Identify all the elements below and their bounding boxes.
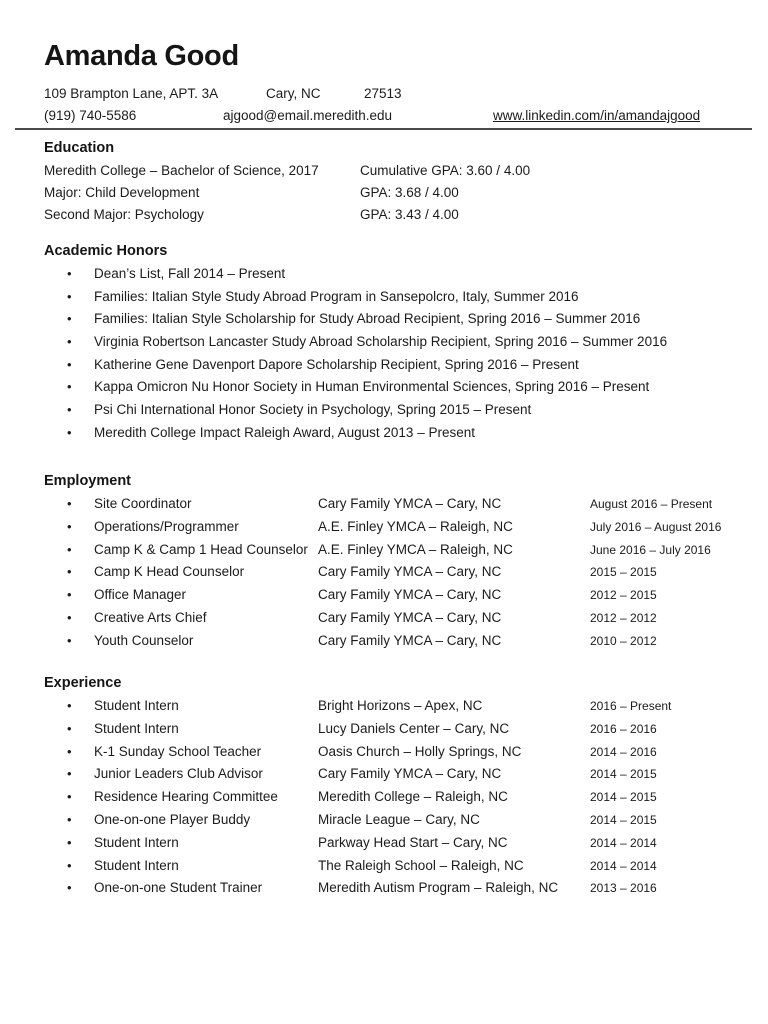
honor-text: Kappa Omicron Nu Honor Society in Human Environmental Sciences, Spring 2016 – Present (94, 379, 650, 395)
job-title: Residence Hearing Committee (94, 789, 278, 805)
job-org: Oasis Church – Holly Springs, NC (318, 743, 522, 759)
education-section (44, 138, 752, 226)
job-org: A.E. Finley YMCA – Raleigh, NC (318, 518, 513, 534)
table-row (44, 561, 752, 584)
table-row (44, 607, 752, 630)
job-title: Camp K & Camp 1 Head Counselor (94, 541, 308, 557)
job-title: Operations/Programmer (94, 518, 239, 534)
table-row (44, 630, 752, 653)
city-state: Cary, NC (266, 86, 321, 101)
job-title: Student Intern (94, 857, 179, 873)
bullet-icon: • (67, 334, 72, 350)
education-heading: Education (44, 140, 115, 156)
job-dates: 2013 – 2016 (590, 881, 657, 896)
honor-text: Families: Italian Style Study Abroad Program in Sansepolcro, Italy, Summer 2016 (94, 288, 579, 304)
job-org: Cary Family YMCA – Cary, NC (318, 766, 502, 782)
job-org: A.E. Finley YMCA – Raleigh, NC (318, 541, 513, 557)
honors-list (44, 263, 752, 445)
job-title: One-on-one Student Trainer (94, 880, 263, 896)
job-dates: 2014 – 2015 (590, 812, 657, 827)
job-org: Meredith College – Raleigh, NC (318, 789, 508, 805)
job-title: Junior Leaders Club Advisor (94, 766, 263, 782)
honor-text: Families: Italian Style Scholarship for Study Abroad Recipient, Spring 2016 – Summer 2016 (94, 311, 641, 327)
job-dates: July 2016 – August 2016 (590, 519, 722, 534)
job-dates: 2015 – 2015 (590, 565, 657, 580)
job-org: Lucy Daniels Center – Cary, NC (318, 720, 510, 736)
table-row (44, 695, 752, 718)
education-row (44, 160, 752, 182)
bullet-icon: • (67, 811, 72, 827)
employment-heading: Employment (44, 473, 132, 489)
experience-rows (44, 695, 752, 900)
page-title: Amanda Good (44, 40, 239, 72)
job-dates: 2014 – 2016 (590, 744, 657, 759)
email-address: ajgood@email.meredith.edu (223, 108, 393, 123)
job-dates: August 2016 – Present (590, 497, 713, 511)
job-title: Student Intern (94, 698, 179, 713)
job-title: Youth Counselor (94, 632, 194, 648)
employment-section (44, 471, 752, 653)
bullet-icon: • (67, 789, 72, 805)
job-title: Student Intern (94, 720, 179, 736)
linkedin-link[interactable]: www.linkedin.com/in/amandajgood (493, 108, 701, 123)
experience-heading: Experience (44, 675, 122, 691)
major-gpa: GPA: 3.68 / 4.00 (360, 185, 459, 200)
honor-text: Dean’s List, Fall 2014 – Present (94, 266, 286, 281)
table-row (44, 539, 752, 562)
job-dates: 2014 – 2015 (590, 790, 657, 805)
education-row (44, 182, 752, 204)
table-row (44, 877, 752, 900)
bullet-icon: • (67, 311, 72, 327)
list-item (44, 263, 752, 286)
list-item (44, 308, 752, 331)
bullet-icon: • (67, 541, 72, 557)
job-title: Student Intern (94, 834, 179, 850)
table-row (44, 718, 752, 741)
job-title: K-1 Sunday School Teacher (94, 743, 262, 759)
job-dates: June 2016 – July 2016 (590, 542, 711, 557)
bullet-icon: • (67, 424, 72, 440)
bullet-icon: • (67, 766, 72, 782)
address-line (0, 84, 768, 104)
job-dates: 2016 – Present (590, 699, 672, 713)
bullet-icon: • (67, 609, 72, 625)
bullet-icon: • (67, 496, 72, 511)
table-row (44, 516, 752, 539)
bullet-icon: • (67, 266, 72, 281)
academic-honors-heading: Academic Honors (44, 243, 168, 259)
table-row (44, 493, 752, 516)
honor-text: Meredith College Impact Raleigh Award, August 2013 – Present (94, 424, 475, 440)
job-dates: 2014 – 2015 (590, 767, 657, 782)
list-item (44, 376, 752, 399)
bullet-icon: • (67, 288, 72, 304)
bullet-icon: • (67, 402, 72, 418)
bullet-icon: • (67, 834, 72, 850)
job-org: The Raleigh School – Raleigh, NC (318, 857, 524, 873)
bullet-icon: • (67, 857, 72, 873)
table-row (44, 855, 752, 878)
list-item (44, 354, 752, 377)
job-title: Creative Arts Chief (94, 609, 207, 625)
degree: Meredith College – Bachelor of Science, 2017 (44, 163, 319, 178)
job-dates: 2014 – 2014 (590, 858, 657, 873)
job-dates: 2012 – 2015 (590, 588, 657, 603)
job-dates: 2012 – 2012 (590, 610, 657, 625)
bullet-icon: • (67, 632, 72, 648)
job-title: Site Coordinator (94, 496, 192, 511)
header-divider (15, 128, 752, 130)
bullet-icon: • (67, 743, 72, 759)
job-org: Miracle League – Cary, NC (318, 811, 480, 827)
table-row (44, 786, 752, 809)
job-dates: 2014 – 2014 (590, 835, 657, 850)
bullet-icon: • (67, 518, 72, 534)
major: Major: Child Development (44, 185, 200, 200)
list-item (44, 399, 752, 422)
job-dates: 2010 – 2012 (590, 633, 657, 648)
job-title: Camp K Head Counselor (94, 564, 245, 580)
job-title: Office Manager (94, 587, 187, 603)
experience-section (44, 673, 752, 900)
second-major: Second Major: Psychology (44, 207, 204, 222)
honor-text: Psi Chi International Honor Society in Psychology, Spring 2015 – Present (94, 402, 532, 418)
job-org: Cary Family YMCA – Cary, NC (318, 587, 502, 603)
job-org: Meredith Autism Program – Raleigh, NC (318, 880, 559, 896)
second-major-gpa: GPA: 3.43 / 4.00 (360, 207, 459, 222)
academic-honors-section (44, 241, 752, 445)
list-item (44, 286, 752, 309)
job-org: Cary Family YMCA – Cary, NC (318, 609, 502, 625)
job-org: Parkway Head Start – Cary, NC (318, 834, 508, 850)
list-item (44, 422, 752, 445)
table-row (44, 809, 752, 832)
bullet-icon: • (67, 720, 72, 736)
list-item (44, 331, 752, 354)
bullet-icon: • (67, 564, 72, 580)
job-title: One-on-one Player Buddy (94, 811, 251, 827)
job-dates: 2016 – 2016 (590, 721, 657, 736)
job-org: Cary Family YMCA – Cary, NC (318, 564, 502, 580)
cumulative-gpa: Cumulative GPA: 3.60 / 4.00 (360, 163, 531, 178)
job-org: Cary Family YMCA – Cary, NC (318, 632, 502, 648)
table-row (44, 584, 752, 607)
bullet-icon: • (67, 356, 72, 372)
phone-number: (919) 740-5586 (44, 108, 137, 123)
job-org: Bright Horizons – Apex, NC (318, 698, 483, 713)
employment-rows (44, 493, 752, 653)
bullet-icon: • (67, 880, 72, 896)
bullet-icon: • (67, 698, 72, 713)
bullet-icon: • (67, 587, 72, 603)
table-row (44, 832, 752, 855)
table-row (44, 741, 752, 764)
table-row (44, 763, 752, 786)
honor-text: Virginia Robertson Lancaster Study Abroad Scholarship Recipient, Spring 2016 – Summer 2016 (94, 334, 668, 350)
job-org: Cary Family YMCA – Cary, NC (318, 496, 502, 511)
contact-line (0, 106, 768, 126)
zip-code: 27513 (364, 86, 402, 101)
street-address: 109 Brampton Lane, APT. 3A (44, 86, 219, 101)
honor-text: Katherine Gene Davenport Dapore Scholarship Recipient, Spring 2016 – Present (94, 356, 579, 372)
education-row (44, 204, 752, 226)
bullet-icon: • (67, 379, 72, 395)
